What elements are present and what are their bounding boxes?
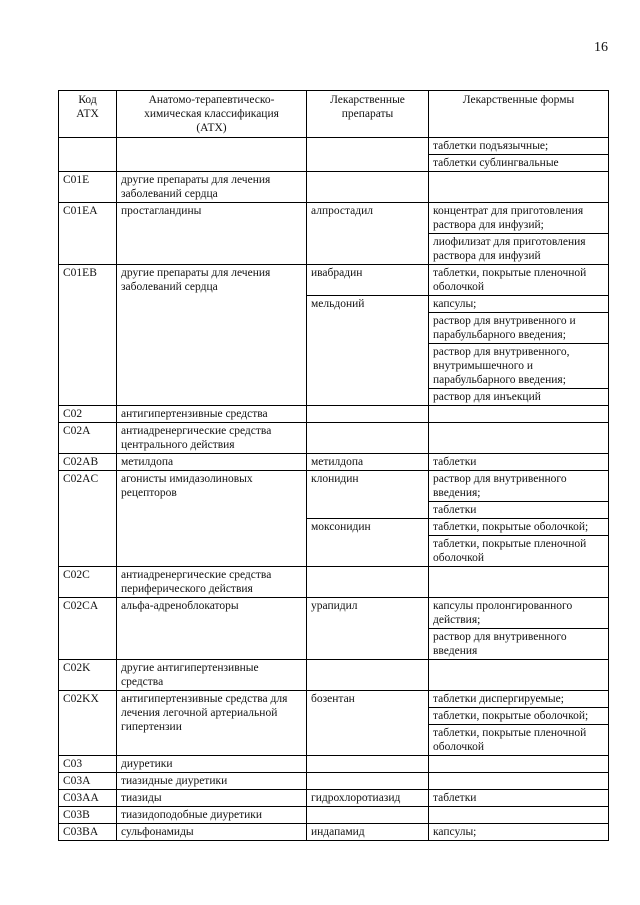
page-number: 16 [594,40,608,55]
drug-forms-cell [429,756,609,773]
drug-form-item: раствор для внутривенного введения [429,628,608,658]
drug-form-item: раствор для внутривенного, внутримышечного и парабульбарного введения; [429,343,608,387]
atx-classification-cell: диуретики [117,756,307,773]
table-row [59,773,609,790]
atx-code-cell: C01EA [59,203,117,265]
drug-name-cell [307,773,429,790]
drug-form-item: таблетки [433,456,477,468]
table-row [59,203,609,265]
atx-classification-cell: агонисты имидазолиновых рецепторов [117,471,307,567]
drug-form-item: концентрат для приготовления раствора для инфузий; [433,205,584,231]
header-forms: Лекарственные формы [429,91,609,138]
drug-form-item: таблетки, покрытые оболочкой; [429,707,608,723]
drug-form-item [429,424,608,438]
drug-form-item: таблетки диспергируемые; [433,693,564,705]
table-header-row [59,91,609,138]
atx-code-cell: C03B [59,807,117,824]
drug-name-cell [307,807,429,824]
header-code: Код АТХ [59,91,117,138]
drug-form-item: таблетки сублингвальные [429,154,608,170]
atx-classification-cell: тиазиды [117,790,307,807]
atx-code-cell: C02AC [59,471,117,567]
drug-forms-cell [429,519,609,567]
drug-forms-cell [429,567,609,598]
drug-form-item: капсулы; [433,826,477,838]
atx-code-cell: C01EB [59,265,117,406]
drug-forms-cell [429,691,609,756]
atx-table [58,90,609,841]
drug-name-cell [307,756,429,773]
drug-form-item: таблетки подъязычные; [433,140,549,152]
atx-code-cell: C02AB [59,454,117,471]
drug-name-cell: мельдоний [307,296,429,406]
drug-forms-cell [429,265,609,296]
drug-forms-cell [429,824,609,841]
drug-form-item: капсулы пролонгированного действия; [433,600,573,626]
atx-code-cell: C02A [59,423,117,454]
drug-name-cell: моксонидин [307,519,429,567]
drug-forms-cell [429,423,609,454]
atx-classification-cell: простагландины [117,203,307,265]
drug-name-cell: метилдопа [307,454,429,471]
table-row [59,691,609,756]
drug-forms-cell [429,807,609,824]
table-row [59,567,609,598]
table-row [59,660,609,691]
atx-code-cell: C03BA [59,824,117,841]
drug-name-cell [307,406,429,423]
atx-classification-cell: тиазидоподобные диуретики [117,807,307,824]
drug-form-item: лиофилизат для приготовления раствора для инфузий [429,233,608,263]
atx-code-cell: C02C [59,567,117,598]
atx-code-cell [59,138,117,172]
atx-classification-cell: метилдопа [117,454,307,471]
atx-classification-cell: альфа-адреноблокаторы [117,598,307,660]
drug-form-item [429,407,608,421]
drug-form-item: таблетки, покрытые пленочной оболочкой [429,535,608,565]
drug-form-item: раствор для внутривенного введения; [433,473,567,499]
drug-form-item [429,808,608,822]
drug-form-item: таблетки [433,792,477,804]
drug-form-item [429,774,608,788]
drug-form-item: раствор для инъекций [429,388,608,404]
drug-form-item: капсулы; [433,298,477,310]
drug-form-item [429,568,608,582]
atx-classification-cell: другие препараты для лечения заболеваний сердца [117,172,307,203]
drug-forms-cell [429,454,609,471]
drug-name-cell: индапамид [307,824,429,841]
drug-forms-cell [429,172,609,203]
drug-forms-cell [429,790,609,807]
atx-code-cell: C03A [59,773,117,790]
table-row [59,406,609,423]
drug-form-item: таблетки [429,501,608,517]
drug-forms-cell [429,406,609,423]
drug-form-item: раствор для внутривенного и парабульбарного введения; [429,312,608,342]
drug-name-cell [307,567,429,598]
drug-name-cell: клонидин [307,471,429,519]
atx-classification-cell [117,138,307,172]
table-row [59,423,609,454]
drug-forms-cell [429,660,609,691]
atx-code-cell: C02CA [59,598,117,660]
drug-name-cell: алпростадил [307,203,429,265]
atx-classification-cell: антиадренергические средства периферического действия [117,567,307,598]
table-row [59,790,609,807]
table-row [59,598,609,660]
drug-forms-cell [429,471,609,519]
table-row [59,471,609,519]
table-row [59,265,609,296]
atx-code-cell: C02K [59,660,117,691]
header-classification: Анатомо-терапевтическо- химическая классификация (АТХ) [117,91,307,138]
atx-classification-cell: сульфонамиды [117,824,307,841]
atx-code-cell: C03 [59,756,117,773]
table-row [59,824,609,841]
table-row [59,138,609,172]
drug-name-cell [307,138,429,172]
drug-name-cell [307,423,429,454]
atx-code-cell: C02KX [59,691,117,756]
table-body [59,138,609,841]
drug-name-cell: ивабрадин [307,265,429,296]
drug-name-cell: бозентан [307,691,429,756]
atx-classification-cell: другие препараты для лечения заболеваний сердца [117,265,307,406]
drug-form-item [429,173,608,187]
drug-forms-cell [429,138,609,172]
table-row [59,807,609,824]
atx-code-cell: C03AA [59,790,117,807]
drug-forms-cell [429,598,609,660]
drug-form-item: таблетки, покрытые пленочной оболочкой [429,724,608,754]
drug-name-cell [307,172,429,203]
atx-code-cell: C02 [59,406,117,423]
drug-name-cell [307,660,429,691]
drug-form-item: таблетки, покрытые пленочной оболочкой [433,267,587,293]
drug-name-cell: гидрохлоротиазид [307,790,429,807]
drug-forms-cell [429,203,609,265]
atx-classification-cell: другие антигипертензивные средства [117,660,307,691]
atx-code-cell: C01E [59,172,117,203]
header-drugs: Лекарственные препараты [307,91,429,138]
drug-form-item [429,661,608,675]
atx-classification-cell: антиадренергические средства центрального действия [117,423,307,454]
drug-forms-cell [429,296,609,406]
table-row [59,756,609,773]
table-row [59,172,609,203]
atx-classification-cell: антигипертензивные средства для лечения легочной артериальной гипертензии [117,691,307,756]
drug-form-item [429,757,608,771]
atx-classification-cell: антигипертензивные средства [117,406,307,423]
drug-forms-cell [429,773,609,790]
atx-classification-cell: тиазидные диуретики [117,773,307,790]
drug-name-cell: урапидил [307,598,429,660]
table-row [59,454,609,471]
drug-form-item: таблетки, покрытые оболочкой; [433,521,589,533]
